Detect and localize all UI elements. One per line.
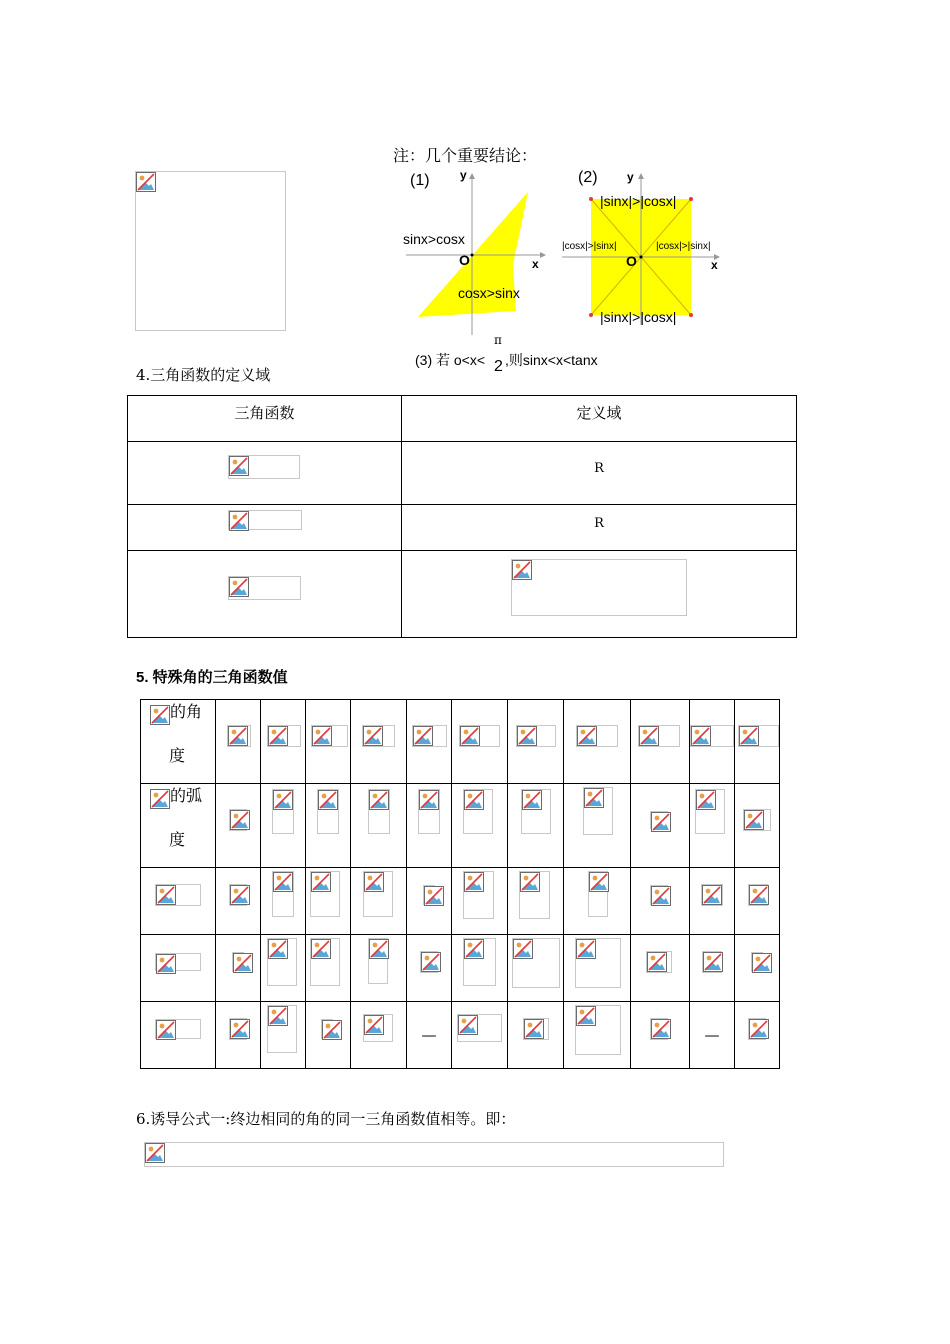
broken-image-icon bbox=[228, 726, 248, 746]
broken-image-icon bbox=[639, 726, 659, 746]
value-cell bbox=[261, 935, 306, 1002]
broken-image bbox=[695, 789, 725, 834]
broken-image-icon bbox=[136, 172, 156, 192]
value-cell bbox=[351, 700, 407, 784]
broken-image bbox=[743, 809, 771, 831]
value-cell bbox=[508, 784, 564, 868]
domain-cell bbox=[402, 551, 797, 638]
broken-image bbox=[738, 725, 779, 747]
conclusion-3-denominator: 2 bbox=[494, 358, 503, 375]
broken-image-icon bbox=[229, 511, 249, 531]
value-cell bbox=[452, 868, 508, 935]
broken-image bbox=[588, 871, 608, 917]
broken-image-icon bbox=[584, 788, 604, 808]
broken-image-icon bbox=[230, 885, 250, 905]
figure-1-label: (1) bbox=[410, 172, 430, 189]
broken-image bbox=[459, 725, 500, 747]
value-cell bbox=[216, 1002, 261, 1069]
broken-image-icon bbox=[311, 872, 331, 892]
dash-value: — bbox=[421, 1026, 437, 1044]
broken-image-icon bbox=[651, 886, 671, 906]
section-4-title: 4.三角函数的定义域 bbox=[136, 366, 271, 384]
broken-image bbox=[650, 811, 668, 829]
row-header-line: 的弧 bbox=[170, 786, 203, 805]
value-cell bbox=[407, 868, 452, 935]
special-angles-table bbox=[140, 699, 780, 1069]
broken-image bbox=[576, 725, 618, 747]
conclusion-3-suffix: ,则sinx<x<tanx bbox=[505, 352, 598, 368]
value-cell bbox=[452, 700, 508, 784]
broken-image bbox=[575, 938, 621, 988]
broken-image bbox=[227, 725, 251, 747]
figure-2-origin: O bbox=[626, 253, 637, 269]
broken-image-icon bbox=[460, 726, 480, 746]
value-cell bbox=[452, 1002, 508, 1069]
broken-image-icon bbox=[273, 790, 293, 810]
table-row bbox=[141, 935, 780, 1002]
domain-value: R bbox=[594, 515, 604, 531]
figure-1-x-arrow bbox=[540, 252, 546, 258]
figure-2-label: (2) bbox=[578, 169, 598, 186]
row-header-radian bbox=[141, 784, 216, 868]
value-cell bbox=[631, 700, 690, 784]
value-cell bbox=[631, 868, 690, 935]
table-row bbox=[141, 700, 780, 784]
broken-image-icon bbox=[268, 939, 288, 959]
value-cell bbox=[508, 1002, 564, 1069]
table-row bbox=[128, 442, 797, 505]
broken-image bbox=[321, 1019, 333, 1039]
broken-image-icon bbox=[421, 952, 441, 972]
broken-image-icon bbox=[230, 1019, 250, 1039]
value-cell bbox=[564, 700, 631, 784]
broken-image bbox=[363, 871, 393, 917]
broken-image bbox=[267, 1005, 297, 1053]
broken-image bbox=[748, 1018, 766, 1040]
value-cell bbox=[216, 700, 261, 784]
figure-2-left-region-label: |cosx|>|sinx| bbox=[562, 241, 617, 252]
figure-2-bottom-region-label: |sinx|>|cosx| bbox=[600, 309, 677, 325]
broken-image bbox=[420, 951, 438, 973]
broken-image-icon bbox=[322, 1020, 342, 1040]
domain-table bbox=[127, 395, 797, 638]
broken-image-icon bbox=[589, 872, 609, 892]
broken-image bbox=[228, 576, 301, 600]
dash-value: — bbox=[704, 1026, 720, 1044]
value-cell bbox=[351, 1002, 407, 1069]
broken-image bbox=[748, 884, 768, 906]
row-header-degree bbox=[141, 700, 216, 784]
value-cell bbox=[216, 784, 261, 868]
value-cell bbox=[261, 784, 306, 868]
value-cell bbox=[452, 784, 508, 868]
broken-image-icon bbox=[522, 790, 542, 810]
broken-image-icon bbox=[312, 726, 332, 746]
broken-image bbox=[310, 871, 340, 917]
section-6-title: 6.诱导公式一:终边相同的角的同一三角函数值相等。即： bbox=[136, 1110, 516, 1128]
broken-image-icon bbox=[419, 790, 439, 810]
value-cell bbox=[735, 935, 780, 1002]
value-cell bbox=[735, 1002, 780, 1069]
broken-image bbox=[232, 952, 244, 972]
figure-1-diagram bbox=[398, 165, 558, 340]
value-cell bbox=[564, 868, 631, 935]
domain-cell bbox=[402, 442, 797, 505]
broken-image bbox=[463, 938, 496, 986]
value-cell bbox=[407, 935, 452, 1002]
broken-image bbox=[646, 951, 672, 973]
broken-image-icon bbox=[651, 812, 671, 832]
broken-image-icon bbox=[156, 885, 176, 905]
broken-image-icon bbox=[702, 885, 722, 905]
broken-image-icon bbox=[744, 810, 764, 830]
broken-image bbox=[463, 789, 493, 834]
broken-image-icon bbox=[458, 1015, 478, 1035]
value-cell bbox=[351, 868, 407, 935]
broken-image-icon bbox=[364, 1015, 384, 1035]
broken-image bbox=[511, 559, 687, 616]
broken-image bbox=[272, 871, 294, 917]
value-cell bbox=[564, 1002, 631, 1069]
value-cell bbox=[306, 784, 351, 868]
broken-image bbox=[523, 1018, 549, 1040]
dash-cell bbox=[690, 1002, 735, 1069]
value-cell bbox=[631, 935, 690, 1002]
broken-image-icon bbox=[273, 872, 293, 892]
domain-cell bbox=[402, 505, 797, 551]
broken-image-icon bbox=[369, 790, 389, 810]
broken-image-icon bbox=[577, 726, 597, 746]
row-header-cell bbox=[141, 1002, 216, 1069]
figure-1-origin: O bbox=[459, 252, 470, 268]
row-header-degree-text2 bbox=[169, 734, 185, 778]
figure-2-y-arrow bbox=[638, 173, 644, 179]
function-cell bbox=[128, 505, 402, 551]
broken-image-icon bbox=[268, 1006, 288, 1026]
header-domain-label: 定义域 bbox=[576, 404, 622, 422]
broken-image-icon bbox=[749, 885, 769, 905]
value-cell bbox=[351, 935, 407, 1002]
value-cell bbox=[351, 784, 407, 868]
broken-image-icon bbox=[464, 939, 484, 959]
row-header-cell bbox=[141, 935, 216, 1002]
broken-image-icon bbox=[703, 952, 723, 972]
broken-image-icon bbox=[364, 872, 384, 892]
broken-image-icon bbox=[268, 726, 288, 746]
broken-image bbox=[423, 885, 435, 905]
broken-image bbox=[144, 1142, 724, 1167]
table-header-row bbox=[128, 396, 797, 442]
broken-image-icon bbox=[647, 952, 667, 972]
broken-image bbox=[155, 1019, 201, 1039]
broken-image bbox=[150, 789, 170, 809]
broken-image bbox=[267, 938, 297, 986]
broken-image-icon bbox=[156, 1020, 176, 1040]
broken-image-icon bbox=[513, 939, 533, 959]
value-cell bbox=[564, 784, 631, 868]
broken-image-icon bbox=[696, 790, 716, 810]
broken-image bbox=[228, 455, 300, 479]
header-domain bbox=[402, 396, 797, 442]
broken-image bbox=[583, 787, 613, 835]
value-cell bbox=[216, 868, 261, 935]
broken-image-icon bbox=[512, 560, 532, 580]
broken-image bbox=[751, 952, 763, 972]
broken-image-icon bbox=[230, 810, 250, 830]
broken-image-icon bbox=[517, 726, 537, 746]
value-cell bbox=[452, 935, 508, 1002]
figure-2-right-region-label: |cosx|>|sinx| bbox=[656, 241, 711, 252]
header-function bbox=[128, 396, 402, 442]
value-cell bbox=[631, 784, 690, 868]
broken-image bbox=[368, 789, 390, 834]
table-row bbox=[141, 1002, 780, 1069]
broken-image bbox=[701, 884, 723, 906]
row-header-degree-text bbox=[170, 690, 202, 734]
figure-2-y-label: y bbox=[627, 170, 634, 184]
broken-image bbox=[575, 1005, 621, 1055]
note-title: 注：几个重要结论： bbox=[393, 146, 538, 165]
value-cell bbox=[690, 784, 735, 868]
table-row bbox=[128, 551, 797, 638]
value-cell bbox=[508, 868, 564, 935]
value-cell bbox=[261, 868, 306, 935]
broken-image bbox=[457, 1014, 502, 1042]
row-header-line: 的角 bbox=[170, 702, 203, 721]
value-cell bbox=[306, 868, 351, 935]
value-cell bbox=[690, 935, 735, 1002]
value-cell bbox=[261, 1002, 306, 1069]
broken-image-icon bbox=[749, 1019, 769, 1039]
value-cell bbox=[407, 700, 452, 784]
broken-image bbox=[702, 951, 722, 973]
row-header-line: 度 bbox=[169, 830, 186, 849]
broken-image-icon bbox=[464, 872, 484, 892]
broken-image bbox=[368, 938, 388, 984]
broken-image bbox=[418, 789, 440, 834]
section-5-title: 5. 特殊角的三角函数值 bbox=[136, 669, 288, 686]
broken-image bbox=[135, 171, 286, 331]
value-cell bbox=[690, 868, 735, 935]
figure-1-y-label: y bbox=[460, 168, 467, 182]
value-cell bbox=[407, 784, 452, 868]
value-cell bbox=[735, 868, 780, 935]
broken-image bbox=[638, 725, 680, 747]
broken-image-icon bbox=[413, 726, 433, 746]
broken-image bbox=[519, 871, 550, 919]
broken-image-icon bbox=[150, 705, 170, 725]
broken-image-icon bbox=[752, 953, 772, 973]
broken-image bbox=[650, 1018, 668, 1040]
broken-image-icon bbox=[233, 953, 253, 973]
value-cell bbox=[631, 1002, 690, 1069]
value-cell bbox=[261, 700, 306, 784]
broken-image bbox=[272, 789, 294, 834]
value-cell bbox=[306, 1002, 351, 1069]
figure-1-y-arrow bbox=[469, 173, 475, 179]
broken-image-icon bbox=[520, 872, 540, 892]
broken-image-icon bbox=[424, 886, 444, 906]
broken-image bbox=[155, 953, 201, 971]
value-cell bbox=[216, 935, 261, 1002]
table-row bbox=[128, 505, 797, 551]
broken-image-icon bbox=[318, 790, 338, 810]
figure-2-x-label: x bbox=[711, 258, 718, 272]
row-header-cell bbox=[141, 868, 216, 935]
value-cell bbox=[306, 700, 351, 784]
row-header-line: 度 bbox=[169, 746, 186, 765]
value-cell bbox=[735, 784, 780, 868]
row-header-radian-text2 bbox=[169, 818, 185, 862]
broken-image bbox=[228, 510, 302, 530]
table-row bbox=[141, 784, 780, 868]
broken-image bbox=[317, 789, 339, 834]
table-row bbox=[141, 868, 780, 935]
broken-image-icon bbox=[651, 1019, 671, 1039]
conclusion-3-pi: π bbox=[494, 333, 502, 347]
function-cell bbox=[128, 551, 402, 638]
broken-image-icon bbox=[229, 577, 249, 597]
broken-image bbox=[412, 725, 447, 747]
header-function-label: 三角函数 bbox=[234, 404, 295, 422]
value-cell bbox=[690, 700, 735, 784]
value-cell bbox=[564, 935, 631, 1002]
value-cell bbox=[508, 935, 564, 1002]
broken-image-icon bbox=[524, 1019, 544, 1039]
broken-image bbox=[310, 938, 340, 986]
broken-image bbox=[362, 725, 395, 747]
broken-image-icon bbox=[311, 939, 331, 959]
figure-1-upper-region-label: sinx>cosx bbox=[403, 231, 465, 247]
broken-image-icon bbox=[229, 456, 249, 476]
dash-cell bbox=[407, 1002, 452, 1069]
broken-image bbox=[512, 938, 560, 988]
broken-image bbox=[521, 789, 551, 834]
broken-image-icon bbox=[691, 726, 711, 746]
broken-image bbox=[650, 885, 668, 905]
broken-image bbox=[463, 871, 494, 919]
broken-image bbox=[229, 809, 247, 831]
broken-image bbox=[229, 1018, 247, 1040]
figure-2-top-region-label: |sinx|>|cosx| bbox=[600, 193, 677, 209]
broken-image bbox=[363, 1014, 393, 1042]
broken-image-icon bbox=[145, 1143, 165, 1163]
row-header-radian-text bbox=[170, 774, 202, 818]
broken-image-icon bbox=[464, 790, 484, 810]
broken-image bbox=[267, 725, 301, 747]
domain-value: R bbox=[594, 461, 604, 476]
broken-image-icon bbox=[369, 939, 389, 959]
broken-image-icon bbox=[576, 939, 596, 959]
broken-image-icon bbox=[739, 726, 759, 746]
broken-image bbox=[516, 725, 556, 747]
function-cell bbox=[128, 442, 402, 505]
broken-image bbox=[311, 725, 348, 747]
broken-image-icon bbox=[156, 954, 176, 974]
value-cell bbox=[306, 935, 351, 1002]
figure-1-x-label: x bbox=[532, 257, 539, 271]
broken-image-icon bbox=[363, 726, 383, 746]
figure-1-lower-region-label: cosx>sinx bbox=[458, 285, 520, 301]
broken-image-icon bbox=[576, 1006, 596, 1026]
broken-image bbox=[229, 884, 247, 906]
broken-image bbox=[155, 884, 201, 906]
broken-image bbox=[150, 705, 170, 725]
value-cell bbox=[735, 700, 780, 784]
broken-image-icon bbox=[150, 789, 170, 809]
conclusion-3-prefix: (3) 若 o<x< bbox=[415, 352, 486, 368]
broken-image bbox=[690, 725, 734, 747]
value-cell bbox=[508, 700, 564, 784]
